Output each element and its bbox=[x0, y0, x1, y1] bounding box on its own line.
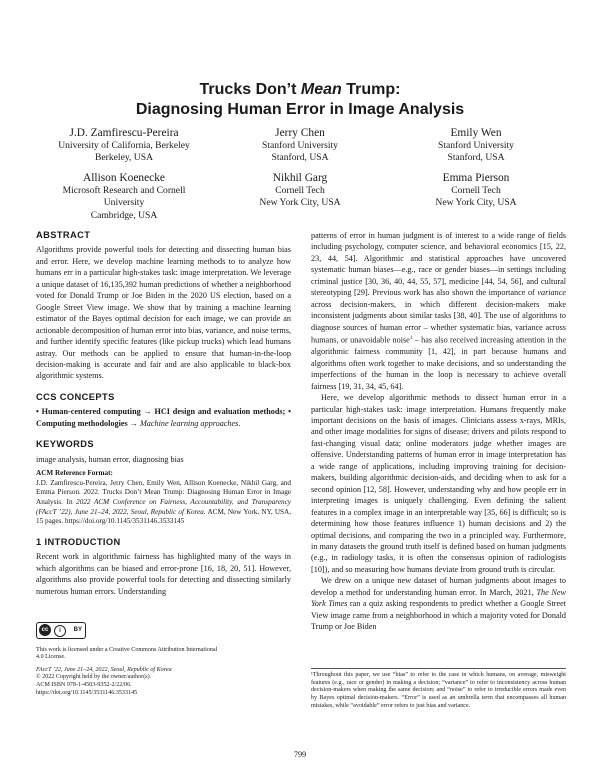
page-number: 799 bbox=[293, 750, 307, 759]
keywords-heading: KEYWORDS bbox=[36, 439, 94, 450]
ccs-heading: CCS CONCEPTS bbox=[36, 391, 115, 402]
right-column bbox=[311, 230, 566, 633]
cc-by-license-icon[interactable]: cc i BY bbox=[36, 622, 86, 639]
author-4: Allison Koenecke Microsoft Research and Cornell University Cambridge, USA bbox=[62, 172, 186, 221]
author-2: Jerry Chen Stanford University Stanford, USA bbox=[262, 127, 338, 164]
author-5: Nikhil Garg Cornell Tech New York City, USA bbox=[259, 172, 341, 209]
doi-link[interactable]: https://doi.org/10.1145/3531146.3533145 bbox=[36, 689, 138, 696]
paper-title-line1: Trucks Don’t Mean Trump: bbox=[199, 81, 401, 98]
author-1: J.D. Zamfirescu-Pereira University of California, Berkeley Berkeley, USA bbox=[58, 127, 190, 164]
ccs-text: • Human-centered computing → HCI design and evaluation methods; • Computing methodologies → Machine learning approaches. bbox=[36, 407, 291, 428]
abstract-text: Algorithms provide powerful tools for detecting and dissecting human bias and error. Here, we develop machine learning methods to to analyze how humans err in a particular high-stakes task: image interpretation. We leverage a unique dataset of 16,135,392 human predictions of whether a neighborhood voted for Donald Trump or Joe Biden in the 2020 US election, based on a Google Street View image. We show that by training a machine learning estimator of the Bayes optimal decision for each image, we can provide an actionable decomposition of human error into bias, variance, and noise terms, and further identify specific features (like pickup trucks) which lead humans astray. Our methods can be applied to ensure that human-in-the-loop decision-making is accurate and fair and are also applicable to black-box algorithmic systems. bbox=[36, 245, 291, 381]
footnote: ¹Throughout this paper, we use “bias” to refer to the case in which humans, on average, misweight features (e.g., race or gender) in making a decision; “variance” to refer to inconsistency across human decision-makers when making the same decision; and “noise” to refer to irreducible errors made even by Bayes optimal decision-makers. “Error” is used as an umbrella term that encompasses all human mistakes, while “avoidable” error refers to just bias and variance. bbox=[311, 668, 566, 711]
left-column bbox=[36, 230, 291, 597]
author-6: Emma Pierson Cornell Tech New York City, USA bbox=[435, 172, 517, 209]
acm-reference: ACM Reference Format: J.D. Zamfirescu-Pereira, Jerry Chen, Emily Wen, Allison Koenecke, Nikhil Garg, and Emma Pierson. 2022. Trucks Don’t Mean Trump: Diagnosing Human Error in Image Analysis. In 2022 ACM Conference on Fairness, Accountability, and Transparency (FAccT ’22), June 21–24, 2022, Seoul, Republic of Korea. ACM, New York, NY, USA, 15 pages. https://doi.org/10.1145/3531146.3533145 bbox=[36, 469, 292, 526]
publication-info: FAccT ’22, June 21–24, 2022, Seoul, Republic of Korea © 2022 Copyright held by the owner/author(s). ACM ISBN 978-1-4503-9352-2/22/06. https://doi.org/10.1145/3531146.3533145 bbox=[36, 666, 172, 696]
paper-title-line2: Diagnosing Human Error in Image Analysis bbox=[135, 101, 465, 118]
introduction-heading: 1 INTRODUCTION bbox=[36, 536, 121, 547]
abstract-heading: ABSTRACT bbox=[36, 230, 91, 240]
author-3: Emily Wen Stanford University Stanford, USA bbox=[438, 127, 514, 164]
intro-paragraph-3: We drew on a unique new dataset of human judgments about images to develop a method for understanding human error. In March, 2021, The New York Times ran a quiz asking respondents to predict whether a Google Street View image came from a neighborhood in which a majority voted for Donald Trump or Joe Biden bbox=[311, 576, 566, 632]
acm-reference-heading: ACM Reference Format: bbox=[36, 469, 113, 478]
introduction-text: Recent work in algorithmic fairness has highlighted many of the ways in which algorithms can be biased and error-prone [16, 18, 20, 51]. However, algorithms also provide powerful tools for detecting and dissecting similarly numerous human errors. Understanding bbox=[36, 552, 291, 596]
intro-paragraph-1: patterns of error in human judgment is of interest to a wide range of fields including psychology, computer science, and behavioral economics [15, 22, 23, 44, 54]. Algorithmic and statistical approaches have uncovered systematic human biases—e.g., race or gender biases—in settings including criminal justice [30, 36, 40, 44, 55, 57], medicine [44, 54, 56], and cultural stereotyping [29]. Previous work has also shown the importance of variance across decision-makers, in which different decision-makers make inconsistent judgments about similar tasks [38, 40]. The use of algorithms to diagnose sources of human error – whether systematic bias, variance across humans, or unavoidable noise$^1$ – has also received increasing attention in the algorithmic fairness community [1, 42], in part because humans and algorithms often work together to make decisions, and so understanding the imperfections of the human in the loop is necessary to achieve overall fairness [19, 31, 34, 45, 64]. bbox=[311, 231, 567, 391]
intro-paragraph-2: Here, we develop algorithmic methods to dissect human error in a particular high-stakes task: image interpretation. Humans frequently make important decisions on the basis of images. Clinicians assess x-rays, MRIs, and other image modalities for signs of disease; drivers and pilots respond to fast-changing visual data; online moderators judge whether images are offensive. Understanding patterns of human error in image interpretation has a wide range of applications, including improving training for decision-makers, building algorithmic decision-aids, and deciding when to ask for a second opinion [12, 58]. However, understanding why and how people err in interpreting images is uniquely challenging. Even defining the salient features in a complex image in an interpretable way [35, 66] is difficult; so is determining how those features influence 1) human decisions and 2) the optimal decisions, and comparing the two in a principled way. Furthermore, in many datasets the ground truth itself is defined based on human judgments (e.g., in radiology tasks, it is often the consensus opinion of radiologists [10]), and so measuring how humans deviate from ground truth is circular. bbox=[311, 393, 566, 574]
license-text: This work is licensed under a Creative Commons Attribution International 4.0 License. bbox=[36, 646, 218, 661]
keywords-text: image analysis, human error, diagnosing bias bbox=[36, 454, 184, 464]
license-block bbox=[36, 622, 291, 697]
